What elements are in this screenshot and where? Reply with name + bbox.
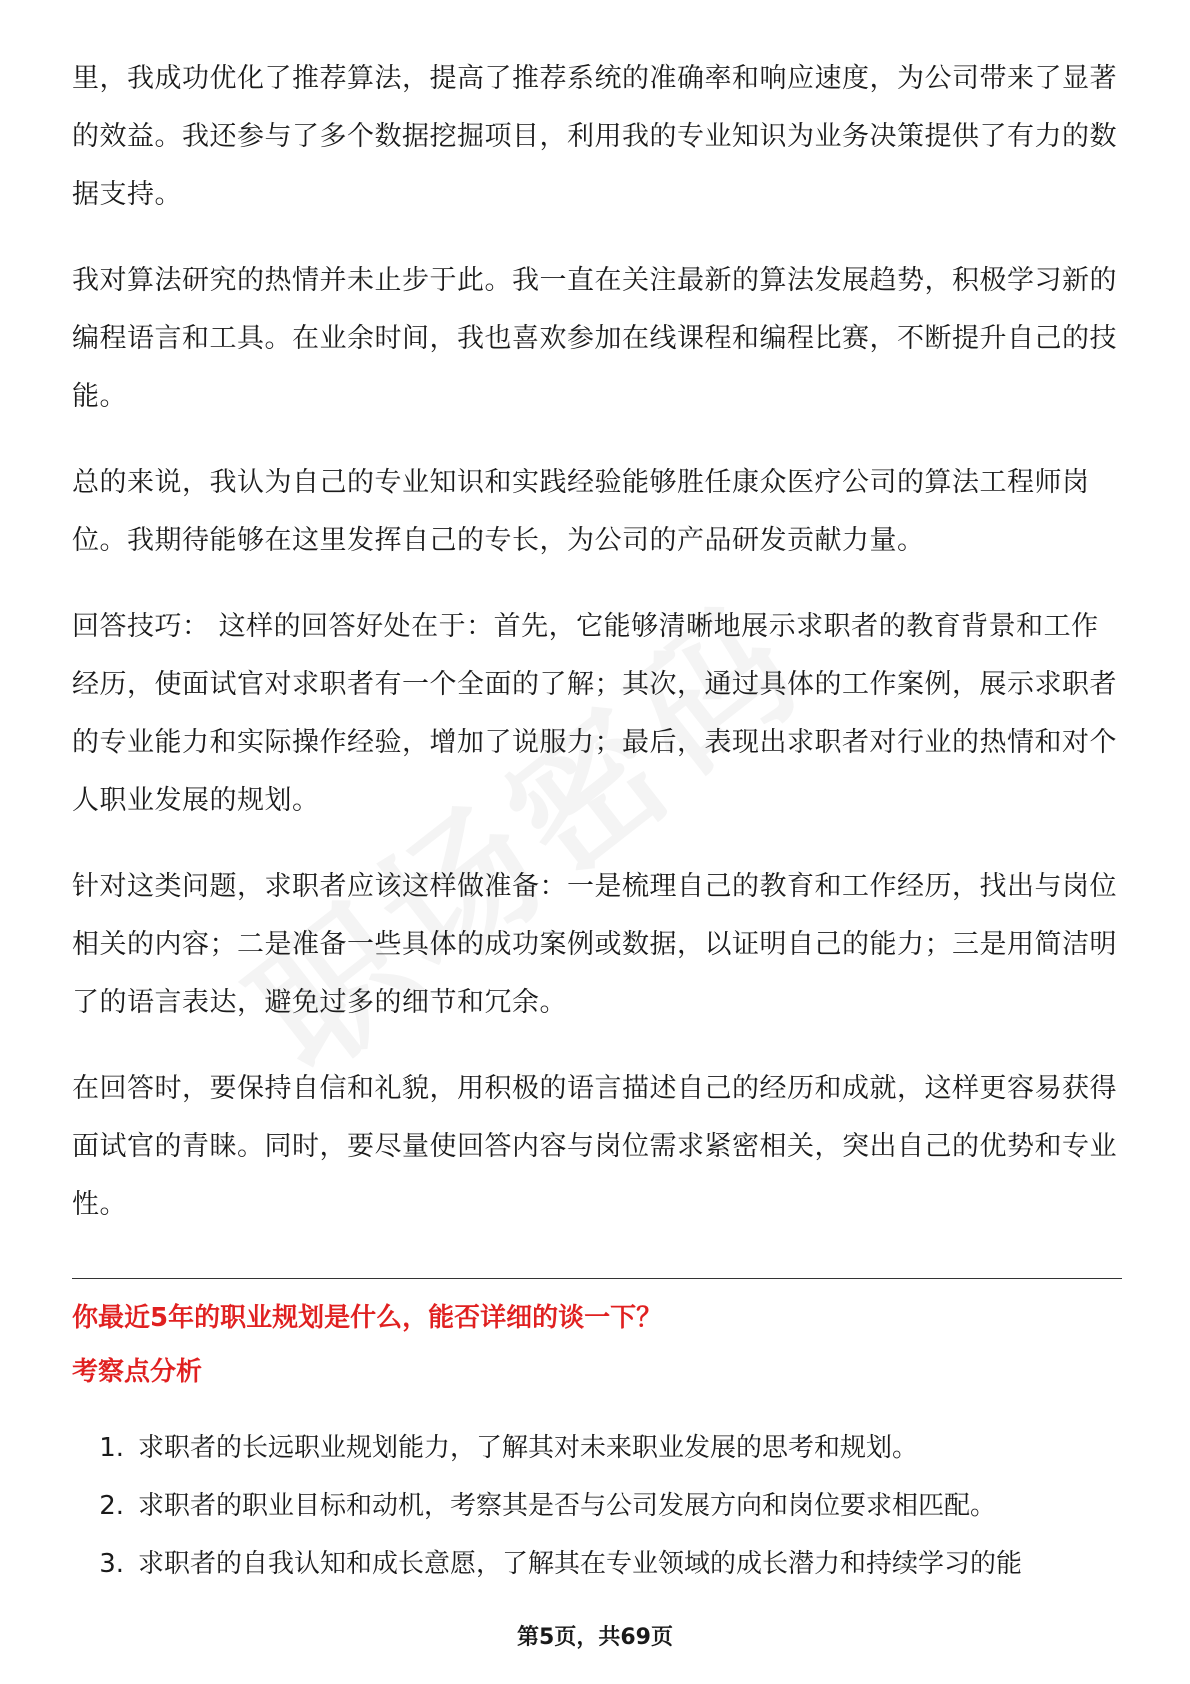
page-number-footer: 第5页，共69页 bbox=[517, 1625, 673, 1650]
paragraph-attitude: 在回答时，要保持自信和礼貌，用积极的语言描述自己的经历和成就，这样更容易获得面试官的青睐。同时，要尽量使回答内容与岗位需求紧密相关，突出自己的优势和专业性。 bbox=[72, 1073, 1117, 1220]
list-item-text: 求职者的职业目标和动机，考察其是否与公司发展方向和岗位要求相匹配。 bbox=[138, 1491, 997, 1521]
paragraph-2: 我对算法研究的热情并未止步于此。我一直在关注最新的算法发展趋势，积极学习新的编程语言和工具。在业余时间，我也喜欢参加在线课程和编程比赛，不断提升自己的技能。 bbox=[72, 265, 1117, 412]
question-heading: 你最近5年的职业规划是什么，能否详细的谈一下？ bbox=[72, 1303, 663, 1333]
list-item-number: 2. bbox=[99, 1491, 124, 1521]
document-page bbox=[72, 50, 1122, 1593]
list-item-number: 3. bbox=[99, 1549, 124, 1579]
list-item-number: 1. bbox=[99, 1433, 124, 1463]
list-item bbox=[72, 1419, 1122, 1477]
paragraph-preparation: 针对这类问题，求职者应该这样做准备：一是梳理自己的教育和工作经历，找出与岗位相关的内容；二是准备一些具体的成功案例或数据，以证明自己的能力；三是用简洁明了的语言表达，避免过多的细节和冗余。 bbox=[72, 871, 1117, 1018]
list-item bbox=[72, 1535, 1122, 1593]
paragraph-3: 总的来说，我认为自己的专业知识和实践经验能够胜任康众医疗公司的算法工程师岗位。我期待能够在这里发挥自己的专长，为公司的产品研发贡献力量。 bbox=[72, 467, 1090, 556]
paragraph-1: 里，我成功优化了推荐算法，提高了推荐系统的准确率和响应速度，为公司带来了显著的效益。我还参与了多个数据挖掘项目，利用我的专业知识为业务决策提供了有力的数据支持。 bbox=[72, 63, 1117, 210]
section-divider bbox=[72, 1278, 1122, 1279]
list-item-text: 求职者的自我认知和成长意愿，了解其在专业领域的成长潜力和持续学习的能 bbox=[138, 1549, 1023, 1579]
paragraph-answer-tips: 回答技巧： 这样的回答好处在于：首先，它能够清晰地展示求职者的教育背景和工作经历，使面试官对求职者有一个全面的了解；其次，通过具体的工作案例，展示求职者的专业能力和实际操作经验，增加了说服力；最后，表现出求职者对行业的热情和对个人职业发展的规划。 bbox=[72, 611, 1117, 816]
section-title: 考察点分析 bbox=[72, 1357, 203, 1387]
list-item-text: 求职者的长远职业规划能力，了解其对未来职业发展的思考和规划。 bbox=[138, 1433, 919, 1463]
analysis-points-list bbox=[72, 1419, 1122, 1593]
list-item bbox=[72, 1477, 1122, 1535]
